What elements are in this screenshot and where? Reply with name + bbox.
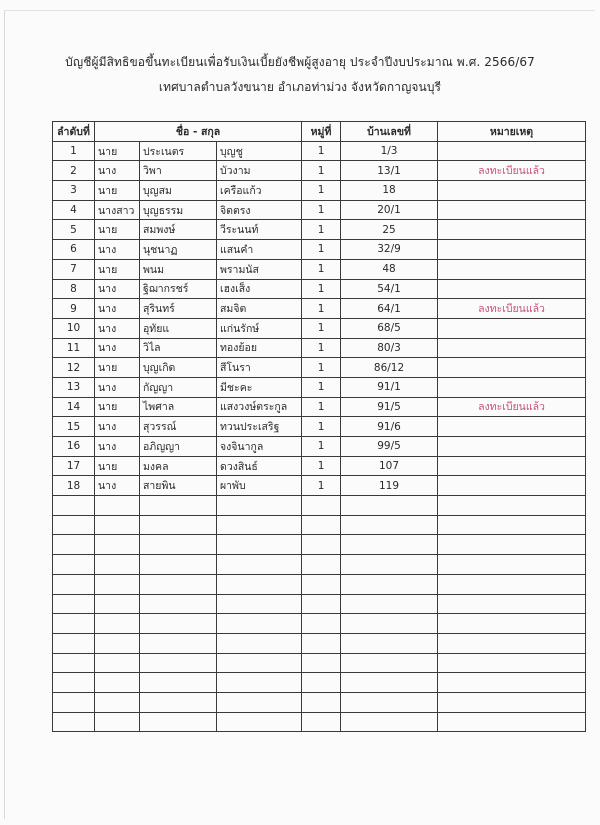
row-last-name: จงจินากูล [217,437,302,457]
row-index: 18 [53,476,95,496]
row-last-name: พรามนัส [217,259,302,279]
empty-cell [95,594,140,614]
empty-cell [438,712,586,732]
empty-table-row [53,535,586,555]
row-first-name: นุชนาฏ [140,240,217,260]
empty-cell [95,692,140,712]
empty-table-row [53,574,586,594]
row-first-name: มงคล [140,456,217,476]
row-last-name: บุญชู [217,141,302,161]
row-index: 14 [53,397,95,417]
row-house-number: 48 [341,259,438,279]
header-name: ชื่อ - สกุล [95,122,302,142]
row-remark [438,417,586,437]
empty-cell [140,614,217,634]
row-remark [438,240,586,260]
empty-cell [53,496,95,516]
empty-cell [302,555,341,575]
empty-cell [140,712,217,732]
empty-table-row [53,496,586,516]
row-house-number: 91/1 [341,377,438,397]
empty-cell [140,574,217,594]
row-index: 1 [53,141,95,161]
empty-cell [95,712,140,732]
row-remark [438,259,586,279]
row-village: 1 [302,437,341,457]
empty-cell [95,555,140,575]
row-index: 9 [53,299,95,319]
row-last-name: แสงวงษ์ตระกูล [217,397,302,417]
empty-cell [438,673,586,693]
row-village: 1 [302,456,341,476]
row-village: 1 [302,358,341,378]
row-village: 1 [302,259,341,279]
row-first-name: สุรินทร์ [140,299,217,319]
row-last-name: ทองย้อย [217,338,302,358]
empty-cell [217,496,302,516]
empty-cell [217,633,302,653]
row-index: 8 [53,279,95,299]
empty-cell [140,535,217,555]
empty-cell [302,673,341,693]
empty-cell [140,515,217,535]
row-prefix: นาย [95,141,140,161]
table-row [53,456,586,476]
row-index: 2 [53,161,95,181]
row-last-name: เครือแก้ว [217,181,302,201]
empty-cell [140,633,217,653]
empty-cell [341,515,438,535]
row-prefix: นางสาว [95,200,140,220]
empty-cell [53,594,95,614]
row-village: 1 [302,417,341,437]
row-prefix: นาง [95,299,140,319]
row-last-name: สีโนรา [217,358,302,378]
row-first-name: อุทัยแ [140,318,217,338]
row-house-number: 91/5 [341,397,438,417]
table-row [53,358,586,378]
table-row [53,181,586,201]
row-village: 1 [302,377,341,397]
empty-table-row [53,633,586,653]
row-index: 17 [53,456,95,476]
table-row [53,200,586,220]
empty-cell [53,653,95,673]
table-row [53,220,586,240]
row-prefix: นาย [95,259,140,279]
empty-cell [438,555,586,575]
empty-cell [302,535,341,555]
row-first-name: ประเนตร [140,141,217,161]
empty-cell [53,574,95,594]
empty-cell [302,515,341,535]
row-prefix: นาง [95,437,140,457]
row-prefix: นาง [95,279,140,299]
row-last-name: ผาพับ [217,476,302,496]
table-body [53,141,586,732]
empty-cell [341,594,438,614]
row-prefix: นาย [95,397,140,417]
row-first-name: สายพิน [140,476,217,496]
empty-cell [140,653,217,673]
document-subtitle: เทศบาลตำบลวังขนาย อำเภอท่าม่วง จังหวัดกาญจนบุรี [158,80,442,94]
row-house-number: 119 [341,476,438,496]
table-row [53,279,586,299]
empty-cell [140,496,217,516]
row-last-name: สมจิต [217,299,302,319]
row-first-name: สุวรรณ์ [140,417,217,437]
table-row [53,318,586,338]
row-village: 1 [302,240,341,260]
row-house-number: 1/3 [341,141,438,161]
row-house-number: 13/1 [341,161,438,181]
row-remark [438,377,586,397]
row-index: 13 [53,377,95,397]
empty-table-row [53,614,586,634]
empty-table-row [53,594,586,614]
table-row [53,476,586,496]
row-first-name: สมพงษ์ [140,220,217,240]
row-remark [438,437,586,457]
row-index: 3 [53,181,95,201]
row-first-name: บุญเกิด [140,358,217,378]
empty-table-row [53,673,586,693]
row-house-number: 20/1 [341,200,438,220]
empty-cell [95,574,140,594]
row-index: 12 [53,358,95,378]
empty-cell [95,614,140,634]
empty-cell [438,594,586,614]
row-prefix: นาย [95,181,140,201]
row-house-number: 25 [341,220,438,240]
row-prefix: นาง [95,476,140,496]
empty-cell [302,653,341,673]
empty-cell [95,535,140,555]
row-last-name: แสนคำ [217,240,302,260]
empty-cell [341,574,438,594]
empty-cell [217,574,302,594]
row-remark [438,476,586,496]
row-prefix: นาง [95,377,140,397]
empty-cell [302,594,341,614]
header-house: บ้านเลขที่ [341,122,438,142]
table-row [53,141,586,161]
empty-cell [438,535,586,555]
row-first-name: อภิญญา [140,437,217,457]
row-prefix: นาง [95,240,140,260]
row-remark [438,200,586,220]
empty-cell [217,555,302,575]
row-index: 5 [53,220,95,240]
row-remark: ลงทะเบียนแล้ว [438,161,586,181]
row-remark [438,318,586,338]
empty-cell [438,574,586,594]
row-remark: ลงทะเบียนแล้ว [438,397,586,417]
empty-cell [217,692,302,712]
table-row [53,240,586,260]
empty-cell [302,633,341,653]
empty-cell [302,712,341,732]
table-row [53,437,586,457]
row-first-name: วิไล [140,338,217,358]
empty-cell [438,653,586,673]
empty-table-row [53,555,586,575]
empty-cell [53,633,95,653]
empty-cell [438,633,586,653]
header-remark: หมายเหตุ [438,122,586,142]
row-first-name: วิพา [140,161,217,181]
empty-cell [438,496,586,516]
row-last-name: ดวงสินธ์ [217,456,302,476]
empty-cell [140,673,217,693]
row-remark: ลงทะเบียนแล้ว [438,299,586,319]
empty-cell [140,555,217,575]
row-house-number: 64/1 [341,299,438,319]
empty-cell [217,614,302,634]
row-last-name: จิตตรง [217,200,302,220]
row-remark [438,220,586,240]
empty-cell [438,614,586,634]
row-index: 10 [53,318,95,338]
empty-cell [95,496,140,516]
row-prefix: นาง [95,417,140,437]
row-first-name: พนม [140,259,217,279]
row-village: 1 [302,397,341,417]
table-header-row [53,122,586,142]
row-remark [438,338,586,358]
empty-cell [140,594,217,614]
empty-cell [53,614,95,634]
empty-cell [217,712,302,732]
empty-cell [53,692,95,712]
table-row [53,417,586,437]
empty-table-row [53,712,586,732]
row-first-name: ฐิฌากรชร์ [140,279,217,299]
table-row [53,299,586,319]
empty-table-row [53,692,586,712]
empty-cell [217,653,302,673]
empty-table-row [53,515,586,535]
empty-cell [341,673,438,693]
row-index: 11 [53,338,95,358]
row-remark [438,141,586,161]
row-house-number: 18 [341,181,438,201]
row-prefix: นาง [95,318,140,338]
empty-cell [302,496,341,516]
empty-cell [341,633,438,653]
row-last-name: ทวนประเสริฐ [217,417,302,437]
empty-cell [438,515,586,535]
row-index: 6 [53,240,95,260]
table-row [53,338,586,358]
empty-cell [140,692,217,712]
table-row [53,161,586,181]
empty-cell [341,496,438,516]
empty-cell [341,614,438,634]
row-village: 1 [302,141,341,161]
row-last-name: บัวงาม [217,161,302,181]
row-house-number: 99/5 [341,437,438,457]
row-house-number: 91/6 [341,417,438,437]
beneficiary-table [52,121,586,732]
header-index: ลำดับที่ [53,122,95,142]
empty-cell [95,515,140,535]
row-village: 1 [302,476,341,496]
empty-cell [53,712,95,732]
row-first-name: ไพศาล [140,397,217,417]
empty-cell [438,692,586,712]
row-house-number: 32/9 [341,240,438,260]
empty-cell [95,673,140,693]
row-remark [438,181,586,201]
empty-cell [341,535,438,555]
row-house-number: 86/12 [341,358,438,378]
row-village: 1 [302,200,341,220]
row-last-name: เฮงเส็ง [217,279,302,299]
empty-cell [302,692,341,712]
row-last-name: วีระนนท์ [217,220,302,240]
empty-cell [53,555,95,575]
row-index: 7 [53,259,95,279]
row-prefix: นาย [95,220,140,240]
row-village: 1 [302,318,341,338]
empty-cell [53,515,95,535]
row-house-number: 80/3 [341,338,438,358]
table-row [53,397,586,417]
row-first-name: กัญญา [140,377,217,397]
empty-cell [217,515,302,535]
row-village: 1 [302,181,341,201]
row-village: 1 [302,161,341,181]
document-title: บัญชีผู้มีสิทธิขอขึ้นทะเบียนเพื่อรับเงินเบี้ยยังชีพผู้สูงอายุ ประจำปีงบประมาณ พ.ศ. 2566/67 [65,55,535,69]
empty-cell [53,673,95,693]
empty-cell [53,535,95,555]
empty-cell [341,692,438,712]
empty-cell [341,712,438,732]
row-house-number: 54/1 [341,279,438,299]
row-last-name: แก่นรักษ์ [217,318,302,338]
empty-cell [95,653,140,673]
row-village: 1 [302,338,341,358]
row-house-number: 68/5 [341,318,438,338]
row-last-name: มีชะคะ [217,377,302,397]
table-row [53,259,586,279]
row-first-name: บุญสม [140,181,217,201]
table-row [53,377,586,397]
empty-cell [217,535,302,555]
empty-cell [302,574,341,594]
empty-cell [217,594,302,614]
empty-cell [302,614,341,634]
row-village: 1 [302,299,341,319]
empty-cell [217,673,302,693]
row-index: 4 [53,200,95,220]
header-village: หมู่ที่ [302,122,341,142]
row-remark [438,358,586,378]
row-prefix: นาย [95,456,140,476]
row-prefix: นาย [95,358,140,378]
row-index: 16 [53,437,95,457]
row-house-number: 107 [341,456,438,476]
row-prefix: นาง [95,161,140,181]
row-village: 1 [302,220,341,240]
row-index: 15 [53,417,95,437]
row-prefix: นาง [95,338,140,358]
empty-cell [341,653,438,673]
row-first-name: บุญธรรม [140,200,217,220]
row-village: 1 [302,279,341,299]
empty-cell [95,633,140,653]
row-remark [438,456,586,476]
empty-cell [341,555,438,575]
row-remark [438,279,586,299]
empty-table-row [53,653,586,673]
